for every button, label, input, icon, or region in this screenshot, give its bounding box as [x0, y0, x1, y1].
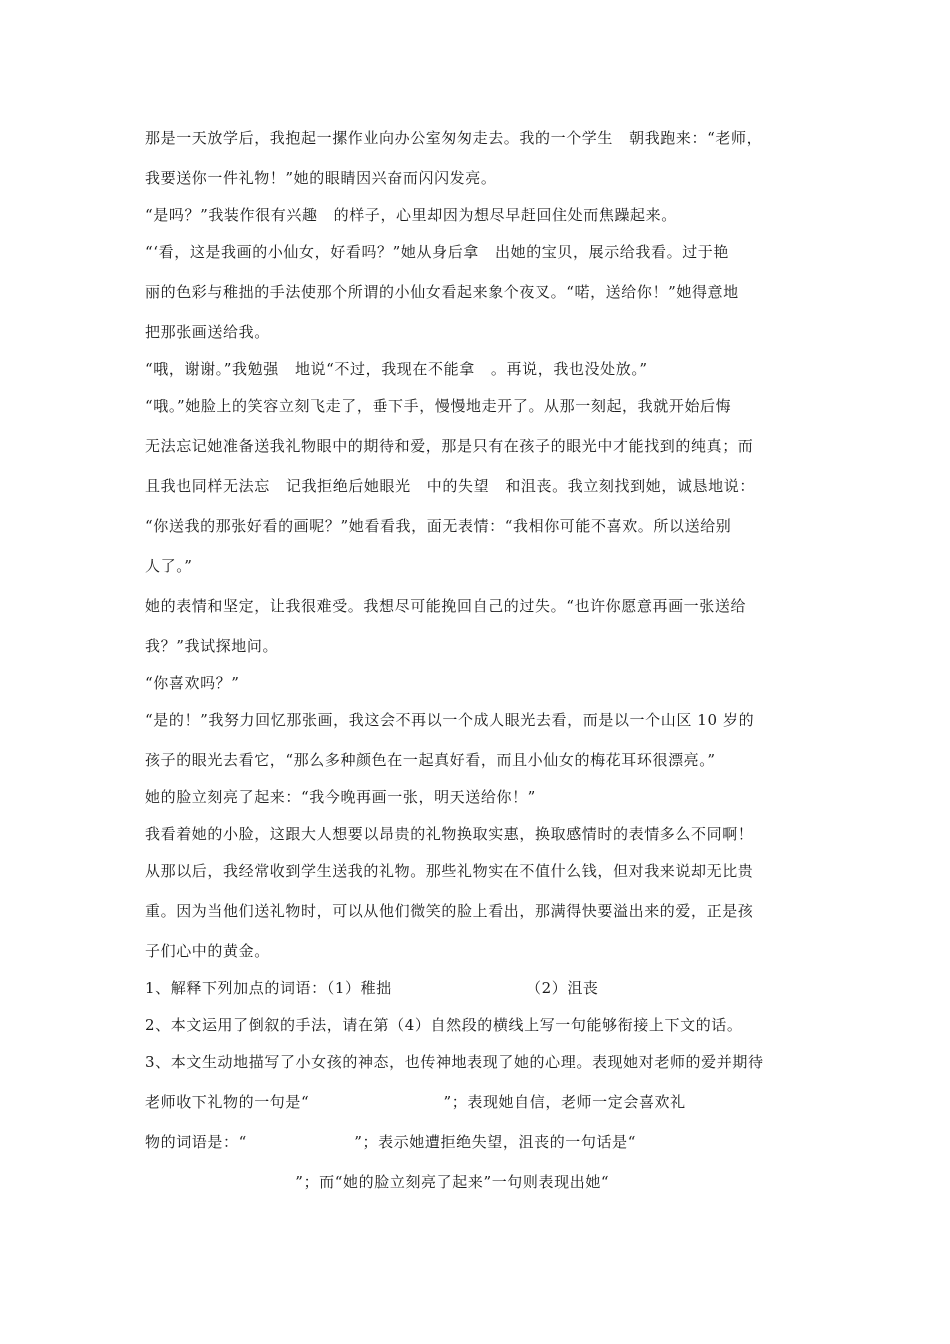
- text-line: 从那以后，我经常收到学生送我的礼物。那些礼物实在不值什么钱，但对我来说却无比贵: [145, 862, 754, 880]
- text-line: ”；而“她的脸立刻亮了起来”一句则表现出她“: [145, 1173, 610, 1191]
- text-line: 把那张画送给我。: [145, 323, 270, 341]
- text-line: “是吗？”我装作很有兴趣 的样子，心里却因为想尽早赶回住处而焦躁起来。: [145, 206, 677, 224]
- text-line: 重。因为当他们送礼物时，可以从他们微笑的脸上看出，那满得快要溢出来的爱，正是孩: [145, 902, 754, 920]
- text-line: 丽的色彩与稚拙的手法使那个所谓的小仙女看起来象个夜叉。“喏，送给你！”她得意地: [145, 283, 739, 301]
- question-1: 1、解释下列加点的词语：（1）稚拙 （2）沮丧: [145, 979, 599, 997]
- text-line: “你送我的那张好看的画呢？”她看看我，面无表情：“我相你可能不喜欢。所以送给别: [145, 517, 732, 535]
- text-line: “哦，谢谢。”我勉强 地说“不过，我现在不能拿 。再说，我也没处放。”: [145, 360, 648, 378]
- text-line: “你喜欢吗？”: [145, 674, 240, 692]
- text-line: 我看着她的小脸，这跟大人想要以昂贵的礼物换取实惠，换取感情时的表情多么不同啊！: [145, 825, 754, 843]
- text-line: “‘看，这是我画的小仙女，好看吗？”她从身后拿 出她的宝贝，展示给我看。过于艳: [145, 243, 730, 261]
- text-line: 她的表情和坚定，让我很难受。我想尽可能挽回自己的过失。“也许你愿意再画一张送给: [145, 597, 747, 615]
- text-line: “是的！”我努力回忆那张画，我这会不再以一个成人眼光去看，而是以一个山区 10 岁的: [145, 711, 755, 729]
- question-3: 3、本文生动地描写了小女孩的神态，也传神地表现了她的心理。表现她对老师的爱并期待: [145, 1053, 764, 1071]
- text-line: 我要送你一件礼物！”她的眼睛因兴奋而闪闪发亮。: [145, 169, 497, 187]
- text-line: 无法忘记她准备送我礼物眼中的期待和爱，那是只有在孩子的眼光中才能找到的纯真；而: [145, 437, 754, 455]
- text-line: 那是一天放学后，我抱起一摞作业向办公室匆匆走去。我的一个学生 朝我跑来：“老师，: [145, 129, 763, 147]
- text-line: 且我也同样无法忘 记我拒绝后她眼光 中的失望 和沮丧。我立刻找到她，诚恳地说：: [145, 477, 755, 495]
- text-line: 孩子的眼光去看它，“那么多种颜色在一起真好看，而且小仙女的梅花耳环很漂亮。”: [145, 751, 716, 769]
- text-line: 物的词语是：“ ”；表示她遭拒绝失望，沮丧的一句话是“: [145, 1133, 636, 1151]
- text-line: “哦。”她脸上的笑容立刻飞走了，垂下手，慢慢地走开了。从那一刻起，我就开始后悔: [145, 397, 732, 415]
- text-line: 子们心中的黄金。: [145, 942, 270, 960]
- text-line: 她的脸立刻亮了起来：“我今晚再画一张，明天送给你！”: [145, 788, 536, 806]
- text-line: 老师收下礼物的一句是“ ”；表现她自信，老师一定会喜欢礼: [145, 1093, 686, 1111]
- text-line: 人了。”: [145, 557, 193, 575]
- question-2: 2、本文运用了倒叙的手法，请在第（4）自然段的横线上写一句能够衔接上下文的话。: [145, 1016, 743, 1034]
- text-line: 我？”我试探地问。: [145, 637, 279, 655]
